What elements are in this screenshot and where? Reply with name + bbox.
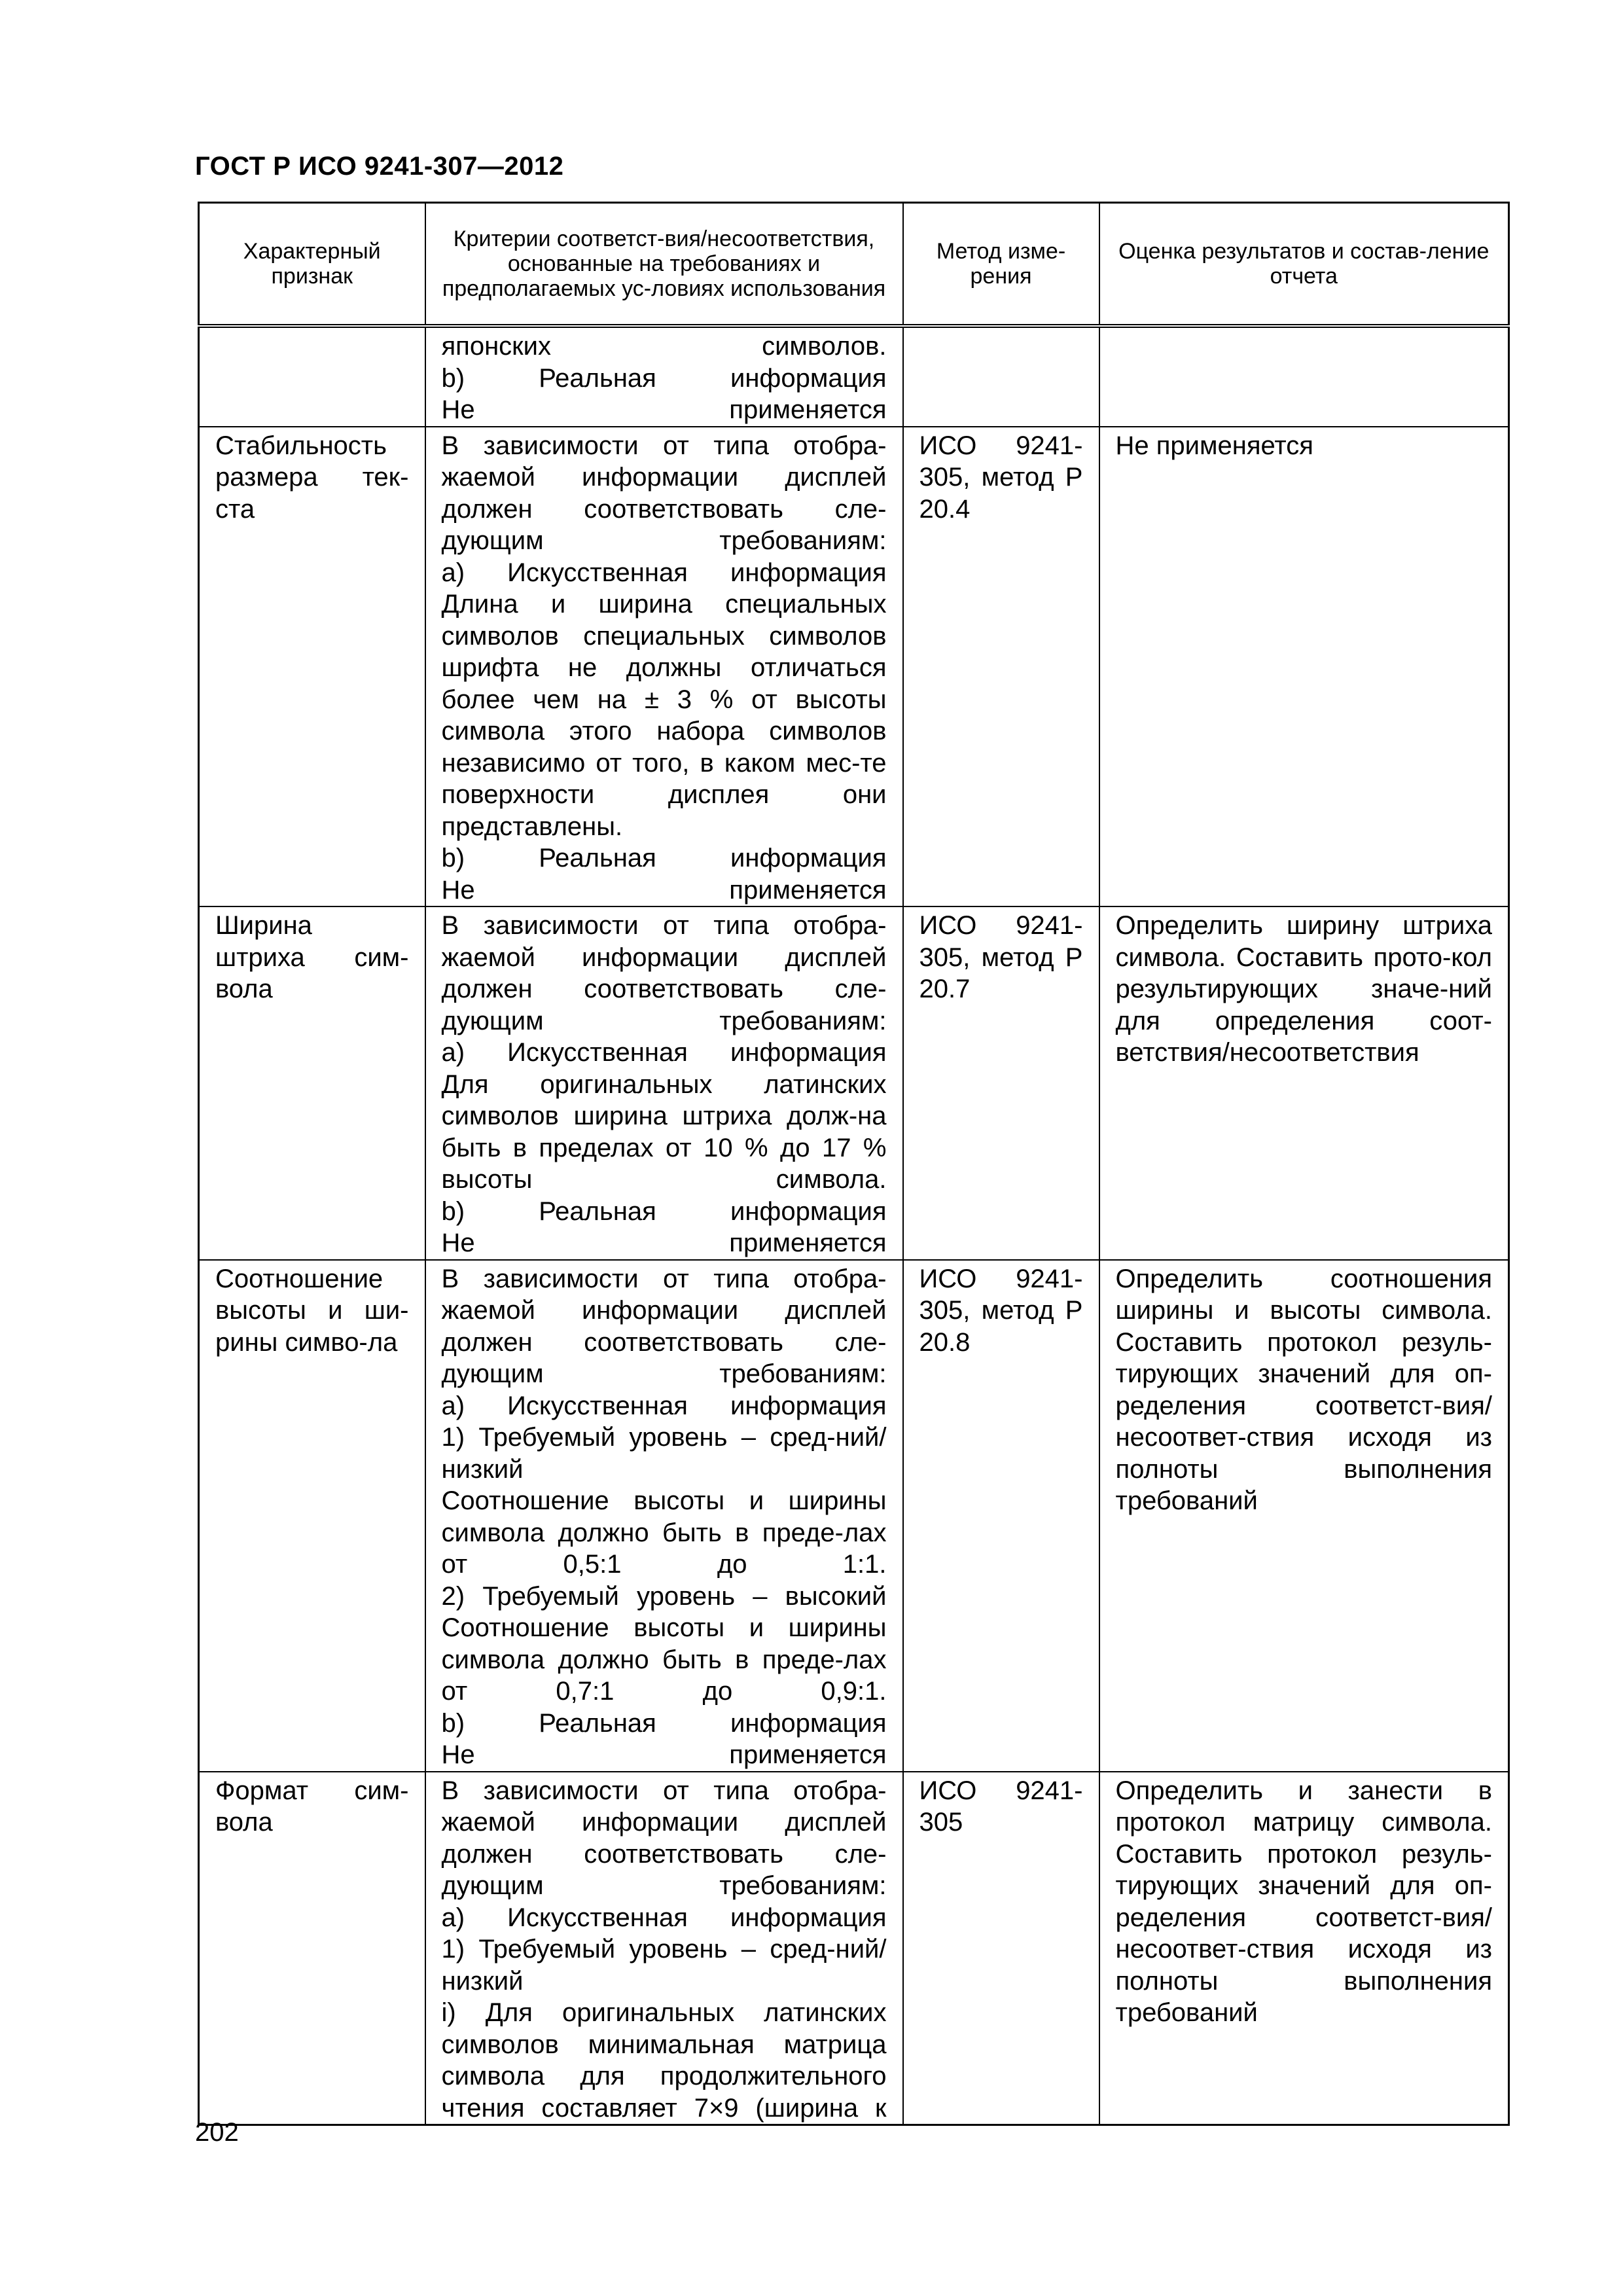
column-header-method: Метод изме-рения	[903, 203, 1099, 327]
cell-feature	[199, 326, 425, 427]
criteria-paragraph: Не применяется	[441, 875, 887, 905]
criteria-paragraph: Не применяется	[441, 1229, 887, 1257]
criteria-paragraph: В зависимости от типа отобра-жаемой информации дисплей должен соответствовать сле-дующим требованиям:	[441, 911, 887, 1035]
criteria-paragraph: 1) Требуемый уровень – сред-ний/низкий	[441, 1935, 887, 1996]
criteria-paragraph: а) Искусственная информация	[441, 1903, 887, 1932]
criteria-paragraph: Соотношение высоты и ширины символа должно быть в преде-лах от 0,5:1 до 1:1.	[441, 1486, 887, 1579]
table-header	[199, 203, 1509, 327]
table-row	[199, 906, 1509, 1260]
table-row	[199, 1260, 1509, 1772]
cell-method: ИСО 9241-305	[903, 1772, 1099, 2125]
criteria-paragraph: i) Для оригинальных латинских символов минимальная матрица символа для продолжительного чтения составляет 7×9 (ширина к	[441, 1998, 887, 2123]
cell-criteria	[425, 326, 903, 427]
table-row	[199, 427, 1509, 907]
cell-feature: Формат сим-вола	[199, 1772, 425, 2125]
criteria-paragraph: Не применяется	[441, 1740, 887, 1769]
criteria-paragraph: Длина и ширина специальных символов специальных символов шрифта не должны отличаться более чем на ± 3 % от высоты символа этого набора символов независимо от того, в каком мес-те поверхности дисплея они представлены.	[441, 590, 887, 841]
cell-criteria	[425, 906, 903, 1260]
cell-evaluation	[1099, 326, 1509, 427]
criteria-paragraph: В зависимости от типа отобра-жаемой информации дисплей должен соответствовать сле-дующим требованиям:	[441, 1264, 887, 1388]
criteria-paragraph: b) Реальная информация	[441, 844, 887, 872]
cell-feature: Соотношение высоты и ши-рины симво-ла	[199, 1260, 425, 1772]
table-row	[199, 1772, 1509, 2125]
column-header-criteria: Критерии соответст-вия/несоответствия, основанные на требованиях и предполагаемых ус-ловиях использования	[425, 203, 903, 327]
table-header-row	[199, 203, 1509, 327]
table-body	[199, 326, 1509, 2125]
cell-criteria	[425, 1260, 903, 1772]
criteria-paragraph: В зависимости от типа отобра-жаемой информации дисплей должен соответствовать сле-дующим требованиям:	[441, 1776, 887, 1900]
criteria-paragraph: а) Искусственная информация	[441, 558, 887, 587]
criteria-paragraph: 2) Требуемый уровень – высокий	[441, 1581, 887, 1611]
criteria-paragraph: Для оригинальных латинских символов ширина штриха долж-на быть в пределах от 10 % до 17 % высоты символа.	[441, 1069, 887, 1194]
page-number: 202	[195, 2118, 239, 2147]
cell-evaluation: Определить и занести в протокол матрицу символа. Составить протокол резуль-тирующих значений для оп-ределения соответст-вия/несоответ-ствия исходя из полноты выполнения требований	[1099, 1772, 1509, 2125]
column-header-feature: Характерный признак	[199, 203, 425, 327]
cell-evaluation: Определить соотношения ширины и высоты символа. Составить протокол резуль-тирующих значений для оп-ределения соответст-вия/несоответ-ствия исходя из полноты выполнения требований	[1099, 1260, 1509, 1772]
cell-method	[903, 326, 1099, 427]
cell-method: ИСО 9241-305, метод Р 20.4	[903, 427, 1099, 907]
cell-method: ИСО 9241-305, метод Р 20.8	[903, 1260, 1099, 1772]
criteria-paragraph: Не применяется	[441, 395, 887, 424]
criteria-paragraph: Соотношение высоты и ширины символа должно быть в преде-лах от 0,7:1 до 0,9:1.	[441, 1613, 887, 1706]
cell-evaluation: Не применяется	[1099, 427, 1509, 907]
cell-method: ИСО 9241-305, метод Р 20.7	[903, 906, 1099, 1260]
cell-feature: Ширина штриха сим-вола	[199, 906, 425, 1260]
table-row	[199, 326, 1509, 427]
requirements-table	[198, 202, 1510, 2126]
criteria-paragraph: 1) Требуемый уровень – сред-ний/низкий	[441, 1423, 887, 1484]
criteria-paragraph: b) Реальная информация	[441, 1708, 887, 1738]
column-header-evaluation: Оценка результатов и состав-ление отчета	[1099, 203, 1509, 327]
cell-criteria	[425, 427, 903, 907]
document-header: ГОСТ Р ИСО 9241-307—2012	[195, 152, 564, 181]
criteria-paragraph: b) Реальная информация	[441, 363, 887, 393]
criteria-paragraph: В зависимости от типа отобра-жаемой информации дисплей должен соответствовать сле-дующим требованиям:	[441, 431, 887, 555]
cell-evaluation: Определить ширину штриха символа. Составить прото-кол результирующих значе-ний для определения соот-ветствия/несоответствия	[1099, 906, 1509, 1260]
criteria-paragraph: японских символов.	[441, 332, 887, 361]
criteria-paragraph: b) Реальная информация	[441, 1196, 887, 1226]
cell-feature: Стабильность размера тек-ста	[199, 427, 425, 907]
criteria-paragraph: а) Искусственная информация	[441, 1038, 887, 1067]
cell-criteria	[425, 1772, 903, 2125]
criteria-paragraph: а) Искусственная информация	[441, 1391, 887, 1420]
